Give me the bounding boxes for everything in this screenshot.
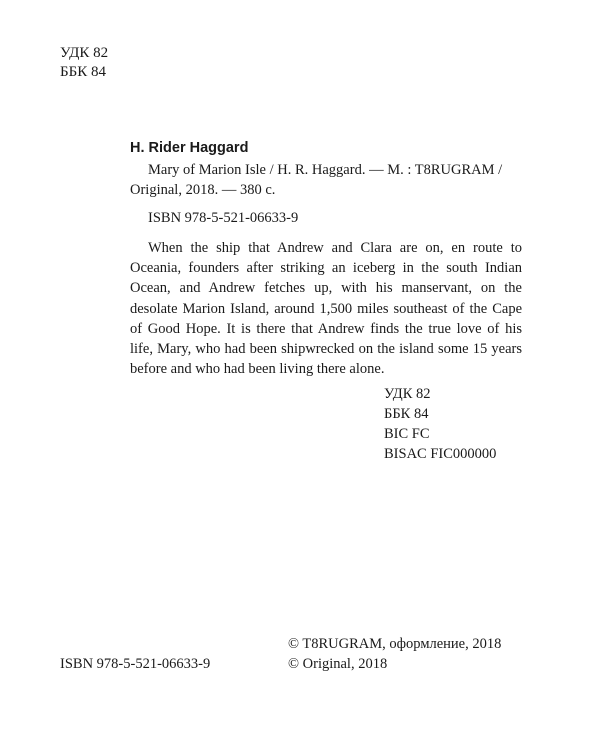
bisac-code: BISAC FIC000000 xyxy=(384,446,497,462)
bibliographic-record xyxy=(130,160,530,200)
copyright-line-2: © Original, 2018 xyxy=(288,656,388,672)
annotation-line: of Good Hope. It is there that Andrew finds the true love of his xyxy=(130,320,522,337)
book-annotation xyxy=(130,238,522,379)
isbn-footer: ISBN 978-5-521-06633-9 xyxy=(60,656,211,672)
author-name: H. Rider Haggard xyxy=(130,140,249,156)
biblio-line-2: Original, 2018. — 380 c. xyxy=(130,182,276,198)
copyright-line-1: © T8RUGRAM, оформление, 2018 xyxy=(288,636,502,652)
bic-code: BIC FC xyxy=(384,426,430,442)
annotation-line: Ocean, and Andrew fetches up, with his manservant, on the xyxy=(130,280,522,297)
annotation-line: before and who had been living there alone. xyxy=(130,361,385,378)
isbn-record: ISBN 978-5-521-06633-9 xyxy=(148,210,299,226)
annotation-line: Oceania, founders after striking an iceberg in the south Indian xyxy=(130,260,522,277)
biblio-line-1: Mary of Marion Isle / H. R. Haggard. — M. : T8RUGRAM / xyxy=(148,162,503,178)
udk-code: УДК 82 xyxy=(384,386,431,402)
annotation-line: desolate Marion Island, around 1,500 miles southeast of the Cape xyxy=(130,300,522,317)
corner-udk-code: УДК 82 xyxy=(60,45,109,61)
annotation-line: life, Mary, who had been shipwrecked on the island some 15 years xyxy=(130,341,522,358)
annotation-line: When the ship that Andrew and Clara are on, en route to xyxy=(148,240,522,256)
corner-classification-codes xyxy=(60,44,108,82)
corner-bbk-code: ББК 84 xyxy=(60,64,106,80)
classification-codes xyxy=(384,384,496,464)
copyright-notice xyxy=(288,634,501,674)
bbk-code: ББК 84 xyxy=(384,406,429,422)
